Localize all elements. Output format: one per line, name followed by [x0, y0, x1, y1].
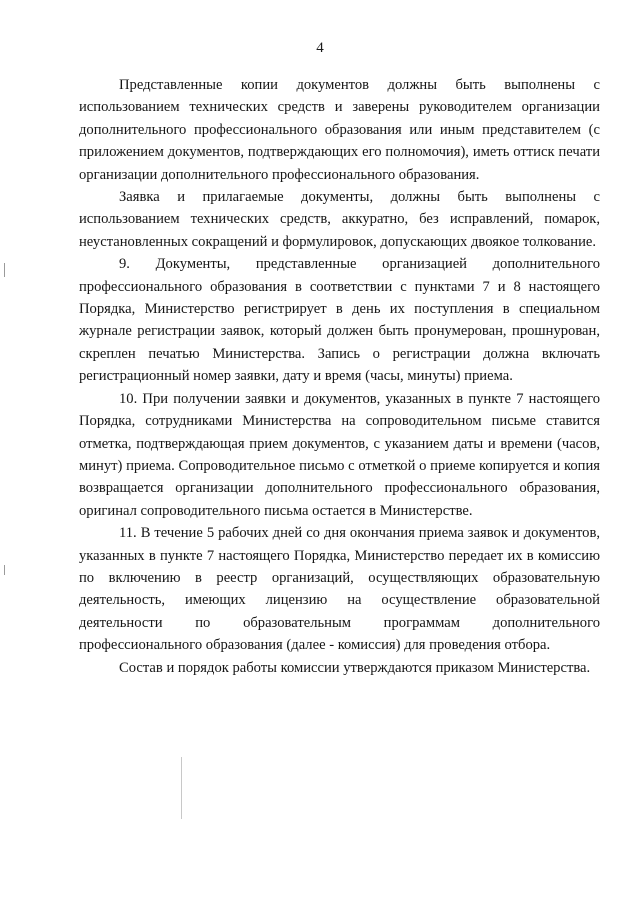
scan-artifact-line — [181, 757, 182, 819]
paragraph-item-9: 9. Документы, представленные организацией дополнительного профессионального образования в соответствии с пунктами 7 и 8 настоящего Порядка, Министерство регистрирует в день их поступления в специальном журнале регистрации заявок, который должен быть пронумерован, прошнурован, скреплен печатью Министерства. Запись о регистрации должна включать регистрационный номер заявки, дату и время (часы, минуты) приема. — [79, 256, 600, 385]
scan-margin-mark — [4, 263, 5, 277]
paragraph-item-10: 10. При получении заявки и документов, указанных в пункте 7 настоящего Порядка, сотрудниками Министерства на сопроводительном письме ставится отметка, подтверждающая прием документов, с указанием даты и времени (часов, минут) приема. Сопроводительное письмо с отметкой о приеме копируется и копия возвращается организации дополнительного профессионального образования, оригинал сопроводительного письма остается в Министерстве. — [79, 390, 600, 519]
paragraph-item-11: 11. В течение 5 рабочих дней со дня окончания приема заявок и документов, указанных в пункте 7 настоящего Порядка, Министерство передает их в комиссию по включению в реестр организаций, осуществляющих образовательную деятельность, имеющих лицензию на осуществление образовательной деятельности по образовательным программам дополнительного профессионального образования (далее - комиссия) для проведения отбора. — [79, 525, 600, 654]
page-number: 4 — [316, 40, 324, 56]
scan-margin-mark — [4, 565, 5, 575]
paragraph-copies-requirements: Представленные копии документов должны быть выполнены с использованием технических средств и заверены руководителем организации дополнительного профессионального образования или иным представителем (с приложением документов, подтверждающих его полномочия), иметь оттиск печати организации дополнительного профессионального образования. — [79, 77, 600, 183]
paragraph-application-requirements: Заявка и прилагаемые документы, должны быть выполнены с использованием технических средств, аккуратно, без исправлений, помарок, неустановленных сокращений и формулировок, допускающих двоякое толкование. — [79, 189, 600, 250]
document-body — [79, 74, 600, 679]
paragraph-commission-composition: Состав и порядок работы комиссии утверждаются приказом Министерства. — [119, 659, 591, 676]
